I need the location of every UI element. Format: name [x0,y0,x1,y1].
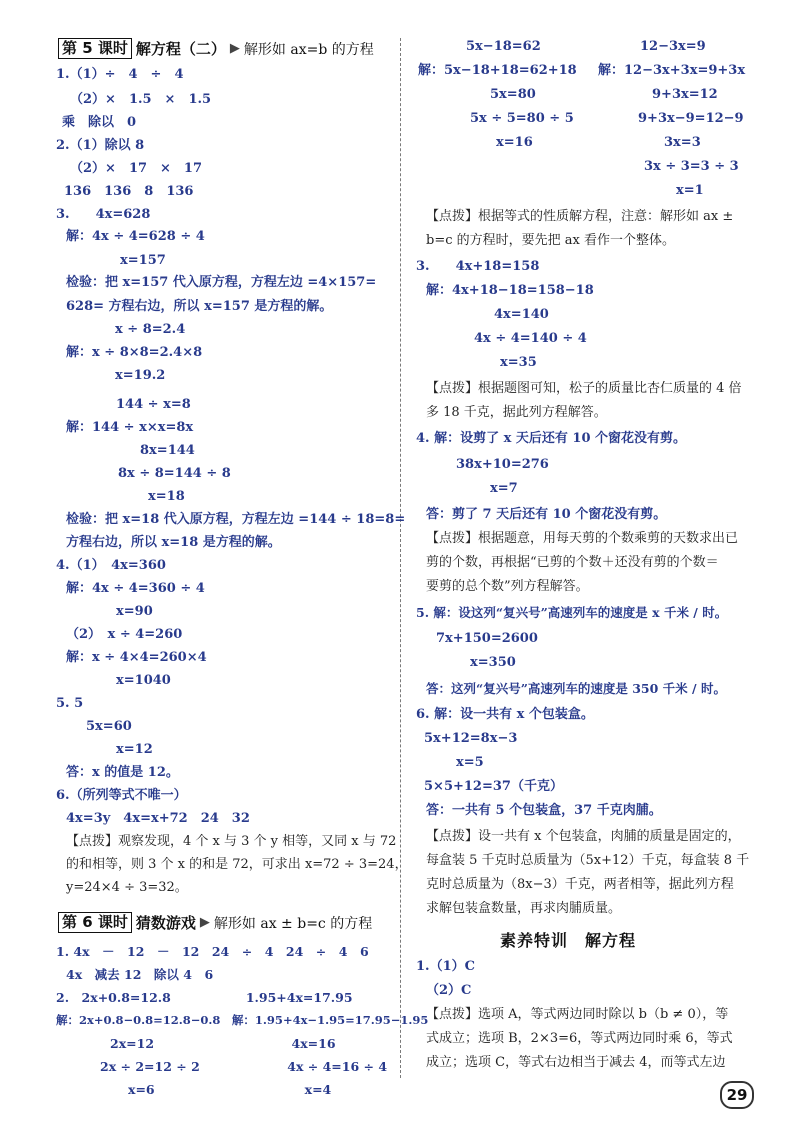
answer-line: 解：2x+0.8−0.8=12.8−0.8 解：1.95+4x−1.95=17.95−1.95 [56,1013,429,1027]
answer-line: 6. 解：设一共有 x 个包装盒。 [416,707,594,722]
answer-line: 2. 2x+0.8=12.8 1.95+4x=17.95 [56,990,353,1005]
hint-line: b=c 的方程时，要先把 ax 看作一个整体。 [426,233,675,248]
answer-line: 628= 方程右边，所以 x=157 是方程的解。 [66,299,333,314]
answer-line: x=350 [470,655,516,670]
answer-line: x=16 [496,135,533,150]
answer-line: 4x=3y 4x=x+72 24 32 [66,811,250,826]
hint-line: 【点拨】观察发现，4 个 x 与 3 个 y 相等，又同 x 与 72 [66,834,397,849]
answer-line: （2） x ÷ 4=260 [66,627,183,642]
answer-line: 9+3x−9=12−9 [638,111,744,126]
answer-line: 答：这列“复兴号”高速列车的速度是 350 千米 / 时。 [426,681,726,696]
answer-line: 答：剪了 7 天后还有 10 个窗花没有剪。 [426,507,667,522]
answer-line: 检验：把 x=157 代入原方程，方程左边 =4×157= [66,275,377,290]
section-title: 素养特训 解方程 [500,931,637,950]
hint-line: 剪的个数，再根据“已剪的个数＋还没有剪的个数＝ [426,555,719,570]
answer-line: 6.（所列等式不唯一） [56,788,187,803]
hint-line: y=24×4 ÷ 3=32。 [66,880,188,895]
answer-line: 38x+10=276 [456,457,549,472]
column-divider [400,38,402,1078]
lesson5-subtitle: 解形如 ax=b 的方程 [243,41,374,58]
answer-line: x=1040 [116,673,171,688]
answer-line: x=7 [490,481,518,496]
answer-line: 解：4x ÷ 4=628 ÷ 4 [66,229,205,244]
answer-line: 5x=60 [86,719,132,734]
page-number: 29 [720,1081,754,1109]
answer-line: 乘 除以 0 [62,115,137,130]
answer-line: 12−3x=9 [640,39,706,54]
answer-line: x ÷ 8=2.4 [115,322,186,337]
answer-line: 8x=144 [140,443,195,458]
triangle-arrow-icon: ▶ [229,41,240,56]
hint-line: 成立；选项 C，等式右边相当于减去 4，而等式左边 [426,1055,726,1070]
answer-line: 3. 4x+18=158 [416,259,540,274]
answer-line: x=18 [148,489,185,504]
lesson5-title: 解方程（二） [135,40,226,58]
answer-line: 3x ÷ 3=3 ÷ 3 [644,159,739,174]
answer-line: x=90 [116,604,153,619]
answer-line: （2）× 17 × 17 [70,161,203,176]
answer-line: x=12 [116,742,153,757]
hint-line: 多 18 千克，据此列方程解答。 [426,405,607,420]
hint-line: 要剪的总个数”列方程解答。 [426,579,589,594]
answer-line: 解：144 ÷ x×x=8x [66,420,194,435]
answer-line: 解：x ÷ 4×4=260×4 [66,650,207,665]
answer-line: 4x=140 [494,307,549,322]
hint-line: 【点拨】根据题意，用每天剪的个数乘剪的天数求出已 [426,531,739,546]
answer-line: 答：x 的值是 12。 [66,765,179,780]
answer-line: 136 136 8 136 [64,184,194,199]
hint-line: 【点拨】根据题图可知，松子的质量比杏仁质量的 4 倍 [426,381,742,396]
answer-line: 检验：把 x=18 代入原方程，方程左边 =144 ÷ 18=8= [66,512,406,527]
answer-line: 8x ÷ 8=144 ÷ 8 [118,466,231,481]
answer-line: 3x=3 [664,135,701,150]
answer-line: x=1 [676,183,704,198]
answer-line: 1.（1）C [416,959,475,974]
answer-line: 2x=12 4x=16 [110,1036,336,1051]
answer-line: （2）C [426,983,472,998]
answer-line: 解：x ÷ 8×8=2.4×8 [66,345,203,360]
lesson6-header [58,912,372,933]
answer-line: 1. 4x － 12 － 12 24 ÷ 4 24 ÷ 4 6 [56,944,369,959]
triangle-arrow-icon: ▶ [199,915,210,930]
answer-line: 答：一共有 5 个包装盒，37 千克肉脯。 [426,803,662,818]
lesson5-box: 第 5 课时 [58,38,132,59]
answer-line: 解：12−3x+3x=9+3x [598,63,746,78]
answer-line: 4x ÷ 4=140 ÷ 4 [474,331,587,346]
answer-line: （2）× 1.5 × 1.5 [70,92,212,107]
answer-line: x=6 x=4 [128,1082,332,1097]
answer-line: 2x ÷ 2=12 ÷ 2 4x ÷ 4=16 ÷ 4 [100,1059,388,1074]
answer-line: x=19.2 [115,368,166,383]
hint-line: 克时总质量为（8x−3）千克，两者相等，据此列方程 [426,877,734,892]
answer-line: 解：4x ÷ 4=360 ÷ 4 [66,581,205,596]
lesson5-header [58,38,374,59]
answer-line: 2.（1）除以 8 [56,138,145,153]
answer-line: 3. 4x=628 [56,207,151,222]
hint-line: 的和相等，则 3 个 x 的和是 72，可求出 x=72 ÷ 3=24， [66,857,408,872]
answer-line: 解：4x+18−18=158−18 [426,283,594,298]
answer-line: 9+3x=12 [652,87,718,102]
answer-line: 5. 解：设这列“复兴号”高速列车的速度是 x 千米 / 时。 [416,605,728,620]
hint-line: 求解包装盒数量，再求肉脯质量。 [426,901,622,916]
answer-line: 5x−18=62 [466,39,541,54]
answer-line: 5x+12=8x−3 [424,731,518,746]
answer-line: 5×5+12=37（千克） [424,779,563,794]
answer-line: 4. 解：设剪了 x 天后还有 10 个窗花没有剪。 [416,431,687,446]
hint-line: 【点拨】选项 A，等式两边同时除以 b（b ≠ 0），等 [426,1007,729,1022]
answer-line: 方程右边，所以 x=18 是方程的解。 [66,535,281,550]
answer-line: x=157 [120,253,166,268]
answer-line: x=35 [500,355,537,370]
hint-line: 式成立；选项 B，2×3=6，等式两边同时乘 6，等式 [426,1031,733,1046]
hint-line: 【点拨】设一共有 x 个包装盒，肉脯的质量是固定的， [426,829,741,844]
lesson6-title: 猜数游戏 [135,914,196,932]
lesson6-box: 第 6 课时 [58,912,132,933]
answer-line: x=5 [456,755,484,770]
answer-line: 4.（1） 4x=360 [56,558,166,573]
answer-line: 144 ÷ x=8 [116,397,191,412]
answer-line: 解：5x−18+18=62+18 [418,63,577,78]
answer-line: 1.（1）÷ 4 ÷ 4 [56,67,184,82]
answer-line: 4x 减去 12 除以 4 6 [66,967,214,982]
lesson6-subtitle: 解形如 ax ± b=c 的方程 [213,915,373,932]
answer-line: 7x+150=2600 [436,631,538,646]
hint-line: 【点拨】根据等式的性质解方程，注意：解形如 ax ± [426,209,734,224]
answer-line: 5x=80 [490,87,536,102]
answer-line: 5. 5 [56,696,84,711]
hint-line: 每盒装 5 千克时总质量为（5x+12）千克，每盒装 8 千 [426,853,750,868]
answer-line: 5x ÷ 5=80 ÷ 5 [470,111,574,126]
